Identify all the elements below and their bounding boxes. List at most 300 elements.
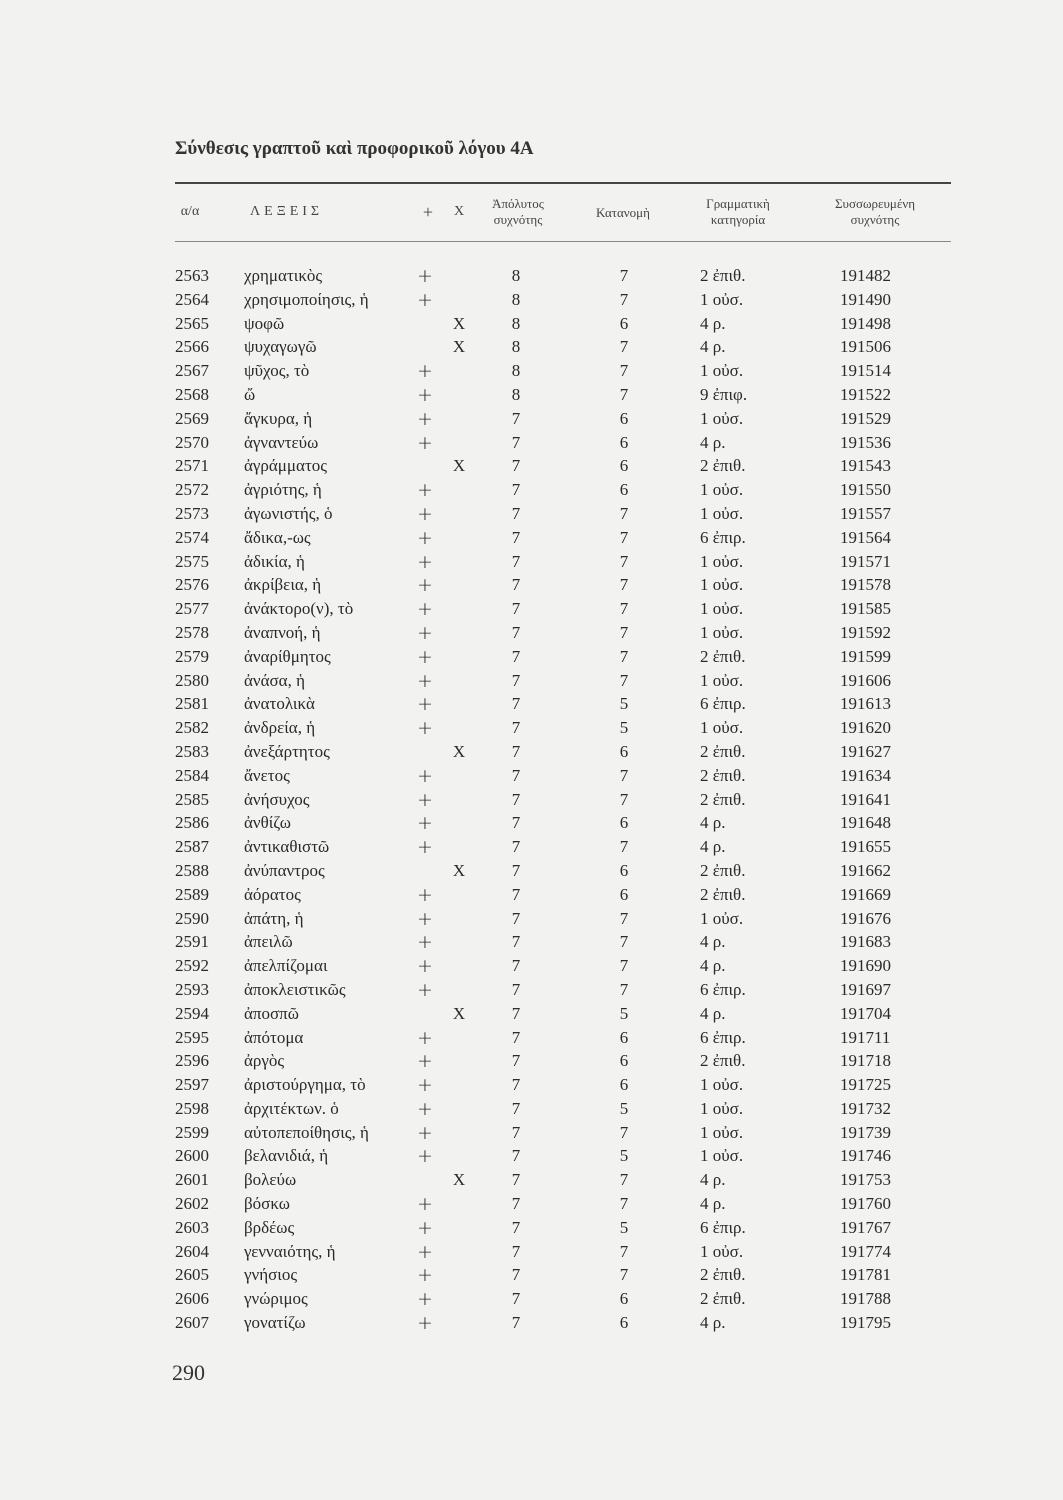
row-absolute-frequency: 7 [511, 908, 521, 928]
row-absolute-frequency: 8 [511, 384, 521, 404]
row-plus-mark: + [417, 1193, 433, 1216]
row-distribution: 7 [619, 908, 629, 928]
row-cumulative-frequency: 191578 [840, 575, 891, 595]
table-row [0, 288, 1063, 312]
row-cumulative-frequency: 191564 [840, 527, 891, 547]
row-plus-mark: + [417, 265, 433, 287]
table-row [0, 764, 1063, 788]
row-word: ἀνατολικὰ [244, 694, 315, 714]
table-row [0, 1049, 1063, 1073]
row-word: βελανιδιά, ἡ [244, 1146, 329, 1166]
row-absolute-frequency: 7 [511, 1122, 521, 1142]
row-word: ἀριστούργημα, τὸ [244, 1075, 366, 1095]
row-distribution: 7 [619, 575, 629, 595]
table-row [0, 1287, 1063, 1311]
row-index: 2579 [175, 646, 209, 666]
row-cumulative-frequency: 191655 [840, 837, 891, 857]
row-grammatical-category: 2 ἐπιθ. [700, 1265, 746, 1285]
page-title: Σύνθεσις γραπτοῦ καὶ προφορικοῦ λόγου 4A [175, 138, 534, 159]
row-x-mark: X [452, 456, 466, 476]
row-cumulative-frequency: 191557 [840, 503, 891, 523]
table-row [0, 1144, 1063, 1168]
row-index: 2596 [175, 1051, 209, 1071]
table-row [0, 907, 1063, 931]
row-absolute-frequency: 7 [511, 1217, 521, 1237]
row-absolute-frequency: 7 [511, 480, 521, 500]
row-word: αὐτοπεποίθησις, ἡ [244, 1122, 369, 1142]
row-distribution: 7 [619, 646, 629, 666]
row-distribution: 7 [619, 527, 629, 547]
header-plus: + [422, 202, 434, 222]
row-index: 2580 [175, 670, 209, 690]
table-row [0, 1240, 1063, 1264]
table-row [0, 621, 1063, 645]
row-word: ὤ [244, 384, 256, 404]
table-row [0, 359, 1063, 383]
row-cumulative-frequency: 191795 [840, 1313, 891, 1333]
row-index: 2601 [175, 1170, 209, 1190]
row-cumulative-frequency: 191498 [840, 313, 891, 333]
table-row [0, 454, 1063, 478]
row-index: 2581 [175, 694, 209, 714]
row-grammatical-category: 2 ἐπιθ. [700, 765, 746, 785]
row-index: 2570 [175, 432, 209, 452]
row-word: ἀδικία, ἡ [244, 551, 305, 571]
row-index: 2587 [175, 837, 209, 857]
row-cumulative-frequency: 191550 [840, 480, 891, 500]
row-distribution: 6 [619, 1051, 629, 1071]
table-row [0, 1192, 1063, 1216]
row-plus-mark: + [417, 574, 433, 597]
row-grammatical-category: 2 ἐπιθ. [700, 266, 746, 285]
row-word: βολεύω [244, 1170, 297, 1190]
row-index: 2607 [175, 1313, 209, 1333]
row-cumulative-frequency: 191514 [840, 361, 891, 381]
table-row [0, 383, 1063, 407]
row-word: ἄνετος [244, 765, 290, 785]
row-cumulative-frequency: 191571 [840, 551, 891, 571]
row-index: 2563 [175, 266, 209, 285]
row-absolute-frequency: 7 [511, 932, 521, 952]
row-plus-mark: + [417, 883, 433, 906]
row-grammatical-category: 6 ἐπιρ. [700, 527, 746, 547]
row-word: ἀόρατος [244, 884, 301, 904]
table-row [0, 883, 1063, 907]
table-row [0, 1121, 1063, 1145]
table-row [0, 1002, 1063, 1026]
table-row [0, 312, 1063, 336]
row-word: γενναιότης, ἡ [244, 1241, 336, 1261]
row-plus-mark: + [417, 1050, 433, 1073]
row-x-mark: X [452, 337, 466, 357]
row-absolute-frequency: 7 [511, 837, 521, 857]
row-index: 2569 [175, 408, 209, 428]
row-word: ἀγωνιστής, ὁ [244, 503, 333, 523]
row-grammatical-category: 4 ρ. [700, 1003, 726, 1023]
row-plus-mark: + [417, 383, 433, 406]
row-index: 2603 [175, 1217, 209, 1237]
row-index: 2583 [175, 741, 209, 761]
row-index: 2594 [175, 1003, 209, 1023]
row-grammatical-category: 2 ἐπιθ. [700, 456, 746, 476]
row-plus-mark: + [417, 693, 433, 716]
row-plus-mark: + [417, 526, 433, 549]
row-absolute-frequency: 7 [511, 956, 521, 976]
table-row [0, 597, 1063, 621]
row-index: 2578 [175, 622, 209, 642]
row-index: 2565 [175, 313, 209, 333]
table-row [0, 502, 1063, 526]
row-index: 2586 [175, 813, 209, 833]
row-index: 2589 [175, 884, 209, 904]
row-index: 2597 [175, 1075, 209, 1095]
row-word: γνώριμος [244, 1289, 308, 1309]
row-word: γνήσιος [244, 1265, 298, 1285]
header-x: X [453, 204, 465, 219]
row-cumulative-frequency: 191669 [840, 884, 891, 904]
row-grammatical-category: 2 ἐπιθ. [700, 860, 746, 880]
row-cumulative-frequency: 191620 [840, 718, 891, 738]
row-grammatical-category: 1 οὐσ. [700, 551, 744, 571]
header-grammatical-category: Γραμματικὴ κατηγορία [706, 196, 770, 227]
row-distribution: 7 [619, 1194, 629, 1214]
row-plus-mark: + [417, 1121, 433, 1144]
row-cumulative-frequency: 191739 [840, 1122, 891, 1142]
row-absolute-frequency: 7 [511, 1241, 521, 1261]
row-absolute-frequency: 7 [511, 979, 521, 999]
row-cumulative-frequency: 191697 [840, 979, 891, 999]
row-word: ψοφῶ [244, 313, 285, 333]
row-absolute-frequency: 7 [511, 694, 521, 714]
row-grammatical-category: 2 ἐπιθ. [700, 741, 746, 761]
row-cumulative-frequency: 191704 [840, 1003, 891, 1023]
row-plus-mark: + [417, 431, 433, 454]
header-rule-top [175, 182, 951, 184]
row-distribution: 7 [619, 1265, 629, 1285]
row-grammatical-category: 1 οὐσ. [700, 599, 744, 619]
row-distribution: 6 [619, 408, 629, 428]
row-plus-mark: + [417, 764, 433, 787]
row-word: ἀργὸς [244, 1051, 285, 1071]
table-row [0, 645, 1063, 669]
row-grammatical-category: 2 ἐπιθ. [700, 1051, 746, 1071]
row-grammatical-category: 1 οὐσ. [700, 908, 744, 928]
row-plus-mark: + [417, 288, 433, 311]
row-plus-mark: + [417, 1145, 433, 1168]
header-rule-bottom [175, 241, 951, 242]
row-cumulative-frequency: 191725 [840, 1075, 891, 1095]
row-grammatical-category: 4 ρ. [700, 313, 726, 333]
row-absolute-frequency: 7 [511, 551, 521, 571]
row-cumulative-frequency: 191683 [840, 932, 891, 952]
row-cumulative-frequency: 191746 [840, 1146, 891, 1166]
row-distribution: 5 [619, 1003, 629, 1023]
row-distribution: 6 [619, 480, 629, 500]
row-absolute-frequency: 7 [511, 1051, 521, 1071]
row-word: ἀποσπῶ [244, 1003, 299, 1023]
row-grammatical-category: 4 ρ. [700, 837, 726, 857]
row-word: βρδέως [244, 1217, 295, 1237]
row-cumulative-frequency: 191676 [840, 908, 891, 928]
row-cumulative-frequency: 191543 [840, 456, 891, 476]
row-word: ἀνδρεία, ἡ [244, 718, 316, 738]
row-index: 2571 [175, 456, 209, 476]
row-distribution: 6 [619, 1027, 629, 1047]
row-index: 2574 [175, 527, 209, 547]
row-word: ἀγναντεύω [244, 432, 319, 452]
row-cumulative-frequency: 191760 [840, 1194, 891, 1214]
row-plus-mark: + [417, 407, 433, 430]
row-plus-mark: + [417, 836, 433, 859]
row-absolute-frequency: 7 [511, 1289, 521, 1309]
row-plus-mark: + [417, 717, 433, 740]
row-absolute-frequency: 7 [511, 1075, 521, 1095]
row-cumulative-frequency: 191613 [840, 694, 891, 714]
row-grammatical-category: 1 οὐσ. [700, 503, 744, 523]
row-plus-mark: + [417, 955, 433, 978]
row-absolute-frequency: 8 [511, 289, 521, 309]
row-word: ἀνάσα, ἡ [244, 670, 305, 690]
table-row [0, 1026, 1063, 1050]
row-index: 2585 [175, 789, 209, 809]
row-distribution: 6 [619, 1313, 629, 1333]
row-word: ἀνύπαντρος [244, 860, 325, 880]
row-distribution: 6 [619, 741, 629, 761]
table-row [0, 335, 1063, 359]
row-grammatical-category: 1 οὐσ. [700, 1098, 744, 1118]
row-index: 2576 [175, 575, 209, 595]
table-row [0, 264, 1063, 288]
table-row [0, 1216, 1063, 1240]
row-plus-mark: + [417, 502, 433, 525]
row-absolute-frequency: 7 [511, 789, 521, 809]
row-x-mark: X [452, 313, 466, 333]
header-distribution: Κατανομὴ [596, 205, 650, 220]
row-distribution: 6 [619, 432, 629, 452]
table-row [0, 550, 1063, 574]
row-index: 2566 [175, 337, 209, 357]
row-word: ἄδικα,-ως [244, 527, 311, 547]
table-row [0, 573, 1063, 597]
row-absolute-frequency: 7 [511, 408, 521, 428]
row-index: 2567 [175, 361, 209, 381]
row-distribution: 7 [619, 789, 629, 809]
row-distribution: 7 [619, 599, 629, 619]
row-plus-mark: + [417, 1074, 433, 1097]
row-index: 2575 [175, 551, 209, 571]
row-distribution: 5 [619, 718, 629, 738]
header-aa: α/α [180, 204, 200, 219]
row-plus-mark: + [417, 1288, 433, 1311]
row-distribution: 7 [619, 622, 629, 642]
row-index: 2584 [175, 765, 209, 785]
row-word: ἀναρίθμητος [244, 646, 331, 666]
row-index: 2593 [175, 979, 209, 999]
row-grammatical-category: 4 ρ. [700, 813, 726, 833]
row-plus-mark: + [417, 812, 433, 835]
row-cumulative-frequency: 191711 [840, 1027, 891, 1047]
row-index: 2573 [175, 503, 209, 523]
row-cumulative-frequency: 191522 [840, 384, 891, 404]
row-word: ἀποκλειστικῶς [244, 979, 346, 999]
row-distribution: 7 [619, 503, 629, 523]
row-grammatical-category: 1 οὐσ. [700, 408, 744, 428]
row-distribution: 7 [619, 956, 629, 976]
header-cumulative-freq: Συσσωρευμένη συχνότης [834, 196, 916, 227]
row-distribution: 7 [619, 979, 629, 999]
table-row [0, 811, 1063, 835]
table-row [0, 1073, 1063, 1097]
row-index: 2598 [175, 1098, 209, 1118]
header-words: ΛΕΞΕΙΣ [250, 204, 324, 219]
table-row [0, 954, 1063, 978]
row-grammatical-category: 1 οὐσ. [700, 1122, 744, 1142]
row-plus-mark: + [417, 598, 433, 621]
row-index: 2604 [175, 1241, 209, 1261]
row-distribution: 5 [619, 1146, 629, 1166]
row-grammatical-category: 1 οὐσ. [700, 289, 744, 309]
row-word: ἀπάτη, ἡ [244, 908, 304, 928]
row-absolute-frequency: 7 [511, 1265, 521, 1285]
row-plus-mark: + [417, 669, 433, 692]
table-row [0, 1263, 1063, 1287]
row-word: ἀνάκτορο(ν), τὸ [244, 599, 354, 619]
row-distribution: 7 [619, 765, 629, 785]
row-index: 2606 [175, 1289, 209, 1309]
row-grammatical-category: 4 ρ. [700, 432, 726, 452]
row-distribution: 7 [619, 551, 629, 571]
row-word: ψυχαγωγῶ [244, 337, 317, 357]
row-x-mark: X [452, 860, 466, 880]
row-plus-mark: + [417, 907, 433, 930]
row-distribution: 5 [619, 694, 629, 714]
row-word: ἀπελπίζομαι [244, 956, 328, 976]
row-word: ἀπότομα [244, 1027, 304, 1047]
row-index: 2577 [175, 599, 209, 619]
row-absolute-frequency: 7 [511, 670, 521, 690]
row-cumulative-frequency: 191767 [840, 1217, 891, 1237]
row-distribution: 7 [619, 1170, 629, 1190]
row-cumulative-frequency: 191634 [840, 765, 891, 785]
row-distribution: 7 [619, 361, 629, 381]
row-cumulative-frequency: 191690 [840, 956, 891, 976]
table-row [0, 859, 1063, 883]
table-row [0, 1311, 1063, 1335]
row-cumulative-frequency: 191592 [840, 622, 891, 642]
table-row [0, 930, 1063, 954]
row-absolute-frequency: 7 [511, 884, 521, 904]
row-grammatical-category: 1 οὐσ. [700, 622, 744, 642]
table-row [0, 692, 1063, 716]
row-cumulative-frequency: 191506 [840, 337, 891, 357]
table-row [0, 978, 1063, 1002]
row-cumulative-frequency: 191606 [840, 670, 891, 690]
table-row [0, 407, 1063, 431]
row-word: ἀντικαθιστῶ [244, 837, 330, 857]
row-distribution: 7 [619, 337, 629, 357]
row-grammatical-category: 1 οὐσ. [700, 670, 744, 690]
row-distribution: 7 [619, 837, 629, 857]
row-word: ἀκρίβεια, ἡ [244, 575, 322, 595]
row-grammatical-category: 1 οὐσ. [700, 718, 744, 738]
row-absolute-frequency: 7 [511, 456, 521, 476]
row-absolute-frequency: 8 [511, 361, 521, 381]
row-distribution: 6 [619, 813, 629, 833]
row-absolute-frequency: 7 [511, 1313, 521, 1333]
word-table [0, 264, 1063, 1335]
row-absolute-frequency: 7 [511, 860, 521, 880]
row-index: 2605 [175, 1265, 209, 1285]
row-x-mark: X [452, 1170, 466, 1190]
page-number: 290 [172, 1360, 205, 1385]
row-plus-mark: + [417, 788, 433, 811]
row-absolute-frequency: 7 [511, 527, 521, 547]
row-word: ψῦχος, τὸ [244, 361, 310, 381]
row-absolute-frequency: 7 [511, 1170, 521, 1190]
row-distribution: 7 [619, 932, 629, 952]
row-word: ἀγριότης, ἡ [244, 480, 322, 500]
row-grammatical-category: 4 ρ. [700, 932, 726, 952]
row-grammatical-category: 2 ἐπιθ. [700, 646, 746, 666]
row-index: 2590 [175, 908, 209, 928]
row-index: 2592 [175, 956, 209, 976]
row-x-mark: X [452, 741, 466, 761]
row-cumulative-frequency: 191482 [840, 266, 891, 285]
row-word: βόσκω [244, 1194, 290, 1214]
row-grammatical-category: 2 ἐπιθ. [700, 789, 746, 809]
row-cumulative-frequency: 191753 [840, 1170, 891, 1190]
row-grammatical-category: 4 ρ. [700, 1170, 726, 1190]
row-word: χρησιμοποίησις, ἡ [244, 289, 369, 309]
row-plus-mark: + [417, 645, 433, 668]
table-row [0, 526, 1063, 550]
row-grammatical-category: 1 οὐσ. [700, 361, 744, 381]
row-plus-mark: + [417, 550, 433, 573]
table-row [0, 1097, 1063, 1121]
table-row [0, 835, 1063, 859]
row-plus-mark: + [417, 360, 433, 383]
row-absolute-frequency: 7 [511, 1027, 521, 1047]
row-index: 2582 [175, 718, 209, 738]
row-grammatical-category: 9 ἐπιφ. [700, 384, 748, 404]
row-grammatical-category: 4 ρ. [700, 337, 726, 357]
row-cumulative-frequency: 191732 [840, 1098, 891, 1118]
row-cumulative-frequency: 191788 [840, 1289, 891, 1309]
row-word: ἀνεξάρτητος [244, 741, 330, 761]
row-grammatical-category: 6 ἐπιρ. [700, 1217, 746, 1237]
row-grammatical-category: 4 ρ. [700, 1313, 726, 1333]
row-absolute-frequency: 7 [511, 1194, 521, 1214]
row-plus-mark: + [417, 931, 433, 954]
row-distribution: 6 [619, 456, 629, 476]
row-plus-mark: + [417, 1264, 433, 1287]
row-cumulative-frequency: 191641 [840, 789, 891, 809]
row-word: ἀγράμματος [244, 456, 328, 476]
row-grammatical-category: 6 ἐπιρ. [700, 979, 746, 999]
row-absolute-frequency: 7 [511, 741, 521, 761]
row-distribution: 6 [619, 1075, 629, 1095]
row-index: 2591 [175, 932, 209, 952]
row-index: 2572 [175, 480, 209, 500]
row-distribution: 5 [619, 1098, 629, 1118]
row-grammatical-category: 4 ρ. [700, 956, 726, 976]
row-distribution: 7 [619, 1122, 629, 1142]
row-index: 2568 [175, 384, 209, 404]
row-cumulative-frequency: 191781 [840, 1265, 891, 1285]
table-row [0, 716, 1063, 740]
row-index: 2588 [175, 860, 209, 880]
row-plus-mark: + [417, 621, 433, 644]
